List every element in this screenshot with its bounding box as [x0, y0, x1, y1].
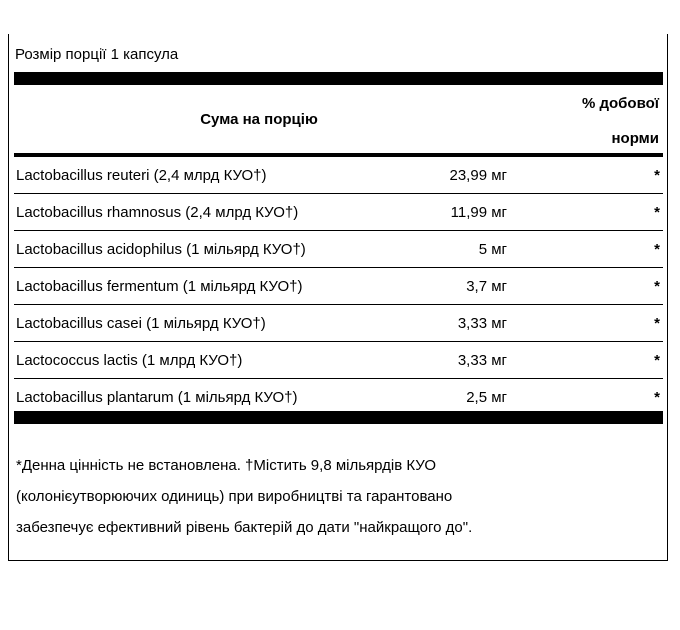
supplement-facts-panel [8, 34, 668, 561]
thick-divider-bottom [14, 411, 663, 424]
ingredient-amount: 23,99 мг [449, 167, 507, 184]
table-row [14, 268, 663, 305]
footnote-line: забезпечує ефективний рівень бактерій до дати "найкращого до". [16, 519, 473, 536]
ingredient-amount: 3,33 мг [457, 352, 507, 369]
ingredient-name: Lactococcus lactis (1 млрд КУО†) [16, 352, 243, 369]
ingredient-table [14, 157, 663, 415]
ingredient-amount: 5 мг [478, 241, 507, 258]
table-row [14, 379, 663, 415]
ingredient-amount: 11,99 мг [450, 204, 507, 221]
ingredient-daily-value: * [654, 241, 660, 258]
footnote [16, 450, 656, 543]
ingredient-daily-value: * [654, 167, 660, 184]
ingredient-amount: 2,5 мг [466, 389, 507, 406]
thick-divider-top [14, 72, 663, 85]
ingredient-daily-value: * [654, 352, 660, 369]
ingredient-name: Lactobacillus casei (1 мільярд КУО†) [16, 315, 266, 332]
ingredient-name: Lactobacillus plantarum (1 мільярд КУО†) [16, 389, 298, 406]
footnote-line: *Денна цінність не встановлена. †Містить 9,8 мільярдів КУО [16, 457, 436, 474]
ingredient-name: Lactobacillus acidophilus (1 мільярд КУО†) [16, 241, 306, 258]
ingredient-daily-value: * [654, 278, 660, 295]
ingredient-daily-value: * [654, 315, 660, 332]
ingredient-daily-value: * [654, 204, 660, 221]
table-row [14, 194, 663, 231]
ingredient-name: Lactobacillus reuteri (2,4 млрд КУО†) [16, 167, 267, 184]
table-row [14, 231, 663, 268]
table-row [14, 157, 663, 194]
ingredient-amount: 3,33 мг [457, 315, 507, 332]
ingredient-amount: 3,7 мг [466, 278, 507, 295]
ingredient-name: Lactobacillus fermentum (1 мільярд КУО†) [16, 278, 303, 295]
daily-value-header-line2: норми [611, 130, 659, 147]
table-row [14, 305, 663, 342]
serving-size: Розмір порції 1 капсула [15, 46, 179, 63]
ingredient-name: Lactobacillus rhamnosus (2,4 млрд КУО†) [16, 204, 299, 221]
footnote-line: (колонієутворюючих одиниць) при виробництві та гарантовано [16, 488, 453, 505]
daily-value-header-line1: % добової [581, 95, 659, 112]
amount-per-serving-header: Сума на порцію [200, 111, 318, 128]
table-row [14, 342, 663, 379]
ingredient-daily-value: * [654, 389, 660, 406]
